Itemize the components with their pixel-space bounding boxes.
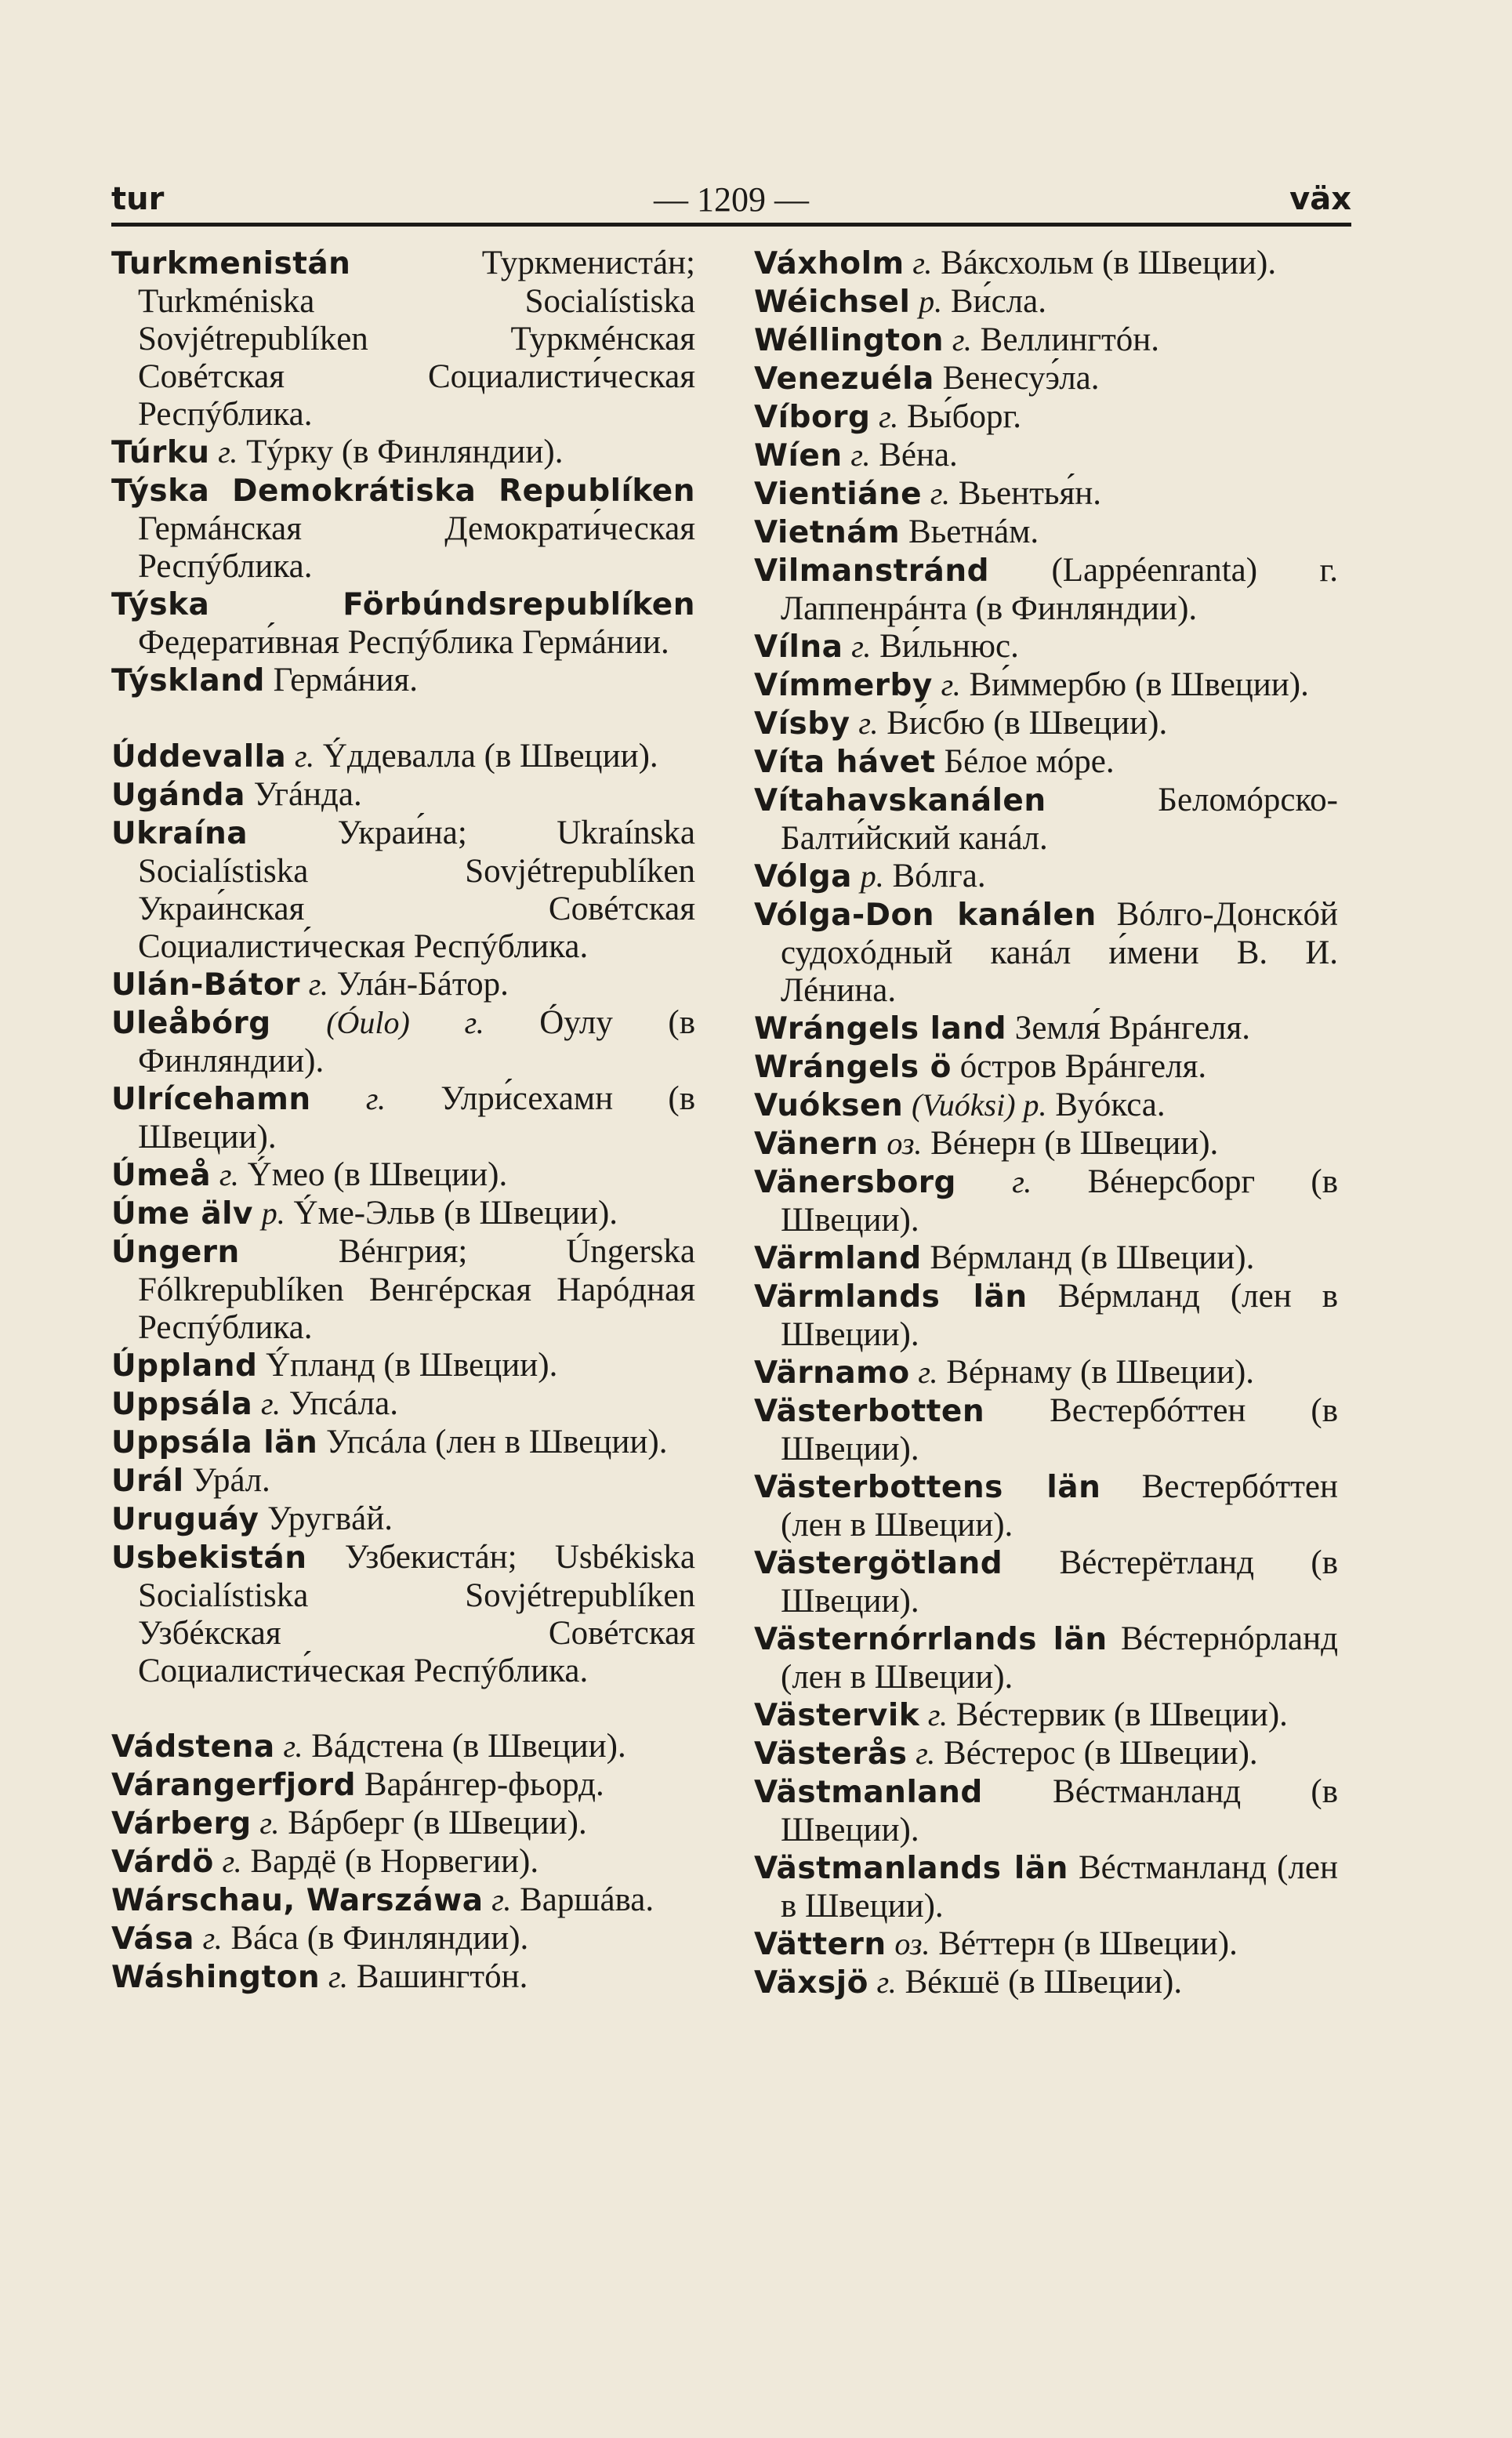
- entry-headword: Uleåbórg: [111, 1006, 271, 1041]
- entry-grammar-note: (Vuóksi) р.: [911, 1087, 1047, 1123]
- entry-translation: Вардё (в Норвегии).: [250, 1843, 539, 1880]
- entry-translation: Вашингтóн.: [356, 1958, 528, 1995]
- entry-headword: Västmanland: [754, 1775, 983, 1810]
- entry-headword: Västerbottens län: [754, 1470, 1101, 1505]
- dictionary-entry: [111, 814, 695, 966]
- entry-translation: Туркменистáн; Turkméniska Socialístiska Sovjétrepublíken Туркмéнская Совéтская Социалисти́ческая Респýблика.: [138, 245, 695, 433]
- dictionary-entry: [754, 1048, 1338, 1087]
- entry-headword: Vólga-Don kanálen: [754, 898, 1097, 933]
- dictionary-entry: [754, 705, 1338, 743]
- entry-translation: Вéстерётланд (в Швеции).: [781, 1544, 1339, 1620]
- entry-translation: Ви́сбю (в Швеции).: [887, 705, 1168, 742]
- entry-grammar-note: г.: [1012, 1164, 1032, 1199]
- dictionary-entry: [754, 552, 1338, 628]
- dictionary-entry: [754, 437, 1338, 475]
- entry-grammar-note: г.: [930, 476, 950, 511]
- entry-grammar-note: г.: [916, 1736, 936, 1771]
- entry-translation: Ви́льнюс.: [879, 628, 1019, 665]
- entry-headword: Turkmenistán: [111, 246, 351, 281]
- entry-headword: Wáshington: [111, 1960, 321, 1995]
- entry-headword: Vílna: [754, 629, 843, 665]
- dictionary-entry: [111, 1385, 695, 1424]
- entry-headword: Úme älv: [111, 1196, 253, 1232]
- entry-translation: Вéнгрия; Úngerska Fólkrepublíken Венгéрская Нарóдная Респýблика.: [138, 1233, 695, 1346]
- entry-headword: Uruguáy: [111, 1502, 259, 1537]
- entry-translation: Гермáния.: [273, 662, 419, 698]
- entry-headword: Värmlands län: [754, 1279, 1028, 1315]
- dictionary-entry: [754, 743, 1338, 782]
- entry-translation: Урáл.: [192, 1462, 270, 1499]
- entry-headword: Västerbotten: [754, 1394, 985, 1429]
- entry-headword: Värmland: [754, 1241, 922, 1276]
- entry-translation: Вестербóттен (лен в Швеции).: [781, 1468, 1338, 1544]
- dictionary-entry: [754, 1620, 1338, 1696]
- entry-headword: Úmeå: [111, 1158, 212, 1193]
- entry-headword: Västerås: [754, 1736, 908, 1772]
- entry-translation: Вéстманланд (лен в Швеции).: [781, 1849, 1339, 1925]
- entry-grammar-note: г.: [850, 437, 871, 473]
- entry-headword: Úngern: [111, 1235, 240, 1270]
- entry-translation: Ýме-Эльв (в Швеции).: [293, 1195, 618, 1232]
- entry-translation: Варшáва.: [520, 1881, 654, 1918]
- entry-grammar-note: г.: [218, 434, 238, 470]
- dictionary-entry: [111, 1920, 695, 1958]
- entry-translation: Ýпланд (в Швеции).: [266, 1347, 558, 1384]
- dictionary-entry: [111, 1156, 695, 1195]
- dictionary-entry: [111, 245, 695, 434]
- entry-translation: óстров Врáнгеля.: [959, 1048, 1207, 1085]
- entry-translation: Упсáла (лен в Швеции).: [326, 1424, 668, 1460]
- entry-translation: Вéна.: [879, 437, 958, 473]
- entry-headword: Värnamo: [754, 1355, 910, 1391]
- entry-headword: Ukraína: [111, 816, 248, 851]
- entry-headword: Västervik: [754, 1698, 920, 1733]
- dictionary-entry: [754, 1354, 1338, 1392]
- entry-translation: Вéстманланд (в Швеции).: [781, 1773, 1338, 1848]
- entry-translation: Вьетнáм.: [908, 513, 1039, 550]
- dictionary-entry: [754, 360, 1338, 398]
- entry-grammar-note: г.: [202, 1921, 223, 1956]
- entry-translation: Ýддевалла (в Швеции).: [322, 738, 658, 775]
- entry-headword: Ulrícehamn: [111, 1082, 311, 1117]
- dictionary-entry: [754, 1163, 1338, 1239]
- entry-headword: Vísby: [754, 706, 850, 742]
- entry-headword: Vientiáne: [754, 477, 923, 512]
- dictionary-entry: [111, 662, 695, 700]
- entry-translation: Вéстервик (в Швеции).: [955, 1696, 1288, 1733]
- dictionary-entry: [754, 1087, 1338, 1125]
- entry-translation: Венесуэ́ла.: [942, 360, 1100, 397]
- entry-headword: Várdö: [111, 1845, 214, 1880]
- dictionary-entry: [111, 776, 695, 814]
- dictionary-entry: [111, 1805, 695, 1843]
- entry-grammar-note: г.: [491, 1882, 512, 1917]
- entry-translation: Вáрберг (в Швеции).: [288, 1805, 587, 1841]
- left-column: [111, 245, 695, 1997]
- dictionary-entry: [111, 1004, 695, 1080]
- entry-headword: Venezuéla: [754, 361, 934, 397]
- dictionary-entry: [754, 1125, 1338, 1163]
- entry-headword: Ugánda: [111, 778, 245, 813]
- entry-grammar-note: г.: [283, 1729, 303, 1764]
- entry-grammar-note: г.: [858, 706, 879, 741]
- entry-headword: Týskland: [111, 663, 265, 698]
- dictionary-entry: [754, 1735, 1338, 1773]
- entry-translation: Вестербóттен (в Швеции).: [781, 1392, 1339, 1468]
- entry-headword: Víta hávet: [754, 745, 936, 780]
- dictionary-entry: [111, 1766, 695, 1805]
- entry-translation: (Lappéenranta) г. Лаппенрáнта (в Финляндии).: [781, 552, 1338, 627]
- entry-grammar-note: г.: [295, 738, 315, 774]
- entry-translation: Óулу (в Финляндии).: [138, 1004, 696, 1079]
- entry-grammar-note: оз.: [894, 1926, 930, 1961]
- entry-headword: Vilmanstránd: [754, 553, 990, 589]
- entry-grammar-note: (Óulo) г.: [326, 1005, 484, 1040]
- entry-translation: Вéстерос (в Швеции).: [944, 1735, 1258, 1772]
- dictionary-entry: [754, 513, 1338, 552]
- entry-headword: Västernórrlands län: [754, 1622, 1108, 1657]
- right-column: [754, 245, 1338, 2002]
- dictionary-entry: [754, 1544, 1338, 1620]
- dictionary-entry: [754, 896, 1338, 1010]
- entry-headword: Wrángels ö: [754, 1050, 952, 1085]
- entry-grammar-note: г.: [219, 1157, 239, 1192]
- entry-translation: Вóлга.: [892, 858, 986, 894]
- entry-translation: Вéрмланд (лен в Швеции).: [781, 1278, 1339, 1353]
- entry-headword: Wéllington: [754, 323, 945, 358]
- dictionary-entry: [111, 1233, 695, 1347]
- dictionary-entry: [754, 1468, 1338, 1544]
- entry-headword: Víborg: [754, 400, 871, 435]
- entry-headword: Várberg: [111, 1806, 252, 1841]
- entry-translation: Беломóрско-Балти́йский канáл.: [781, 782, 1338, 857]
- entry-translation: Вóлго-Донскóй судохóдный канáл и́мени В. И. Лéнина.: [781, 896, 1339, 1009]
- entry-headword: Urál: [111, 1464, 184, 1499]
- entry-grammar-note: г.: [879, 399, 899, 434]
- entry-grammar-note: г.: [308, 967, 328, 1002]
- entry-translation: Вуóкса.: [1055, 1087, 1166, 1123]
- dictionary-entry: [754, 782, 1338, 858]
- entry-translation: Украи́на; Ukraínska Socialístiska Sovjétrepublíken Украи́нская Совéтская Социалисти́ческая Респýблика.: [138, 814, 695, 965]
- entry-grammar-note: г.: [876, 1965, 897, 2000]
- entry-translation: Вы́борг.: [907, 398, 1021, 435]
- page-number: — 1209 —: [654, 180, 809, 219]
- entry-grammar-note: г.: [260, 1386, 281, 1421]
- entry-grammar-note: р.: [261, 1195, 285, 1231]
- dictionary-entry: [754, 1278, 1338, 1354]
- dictionary-entry: [111, 586, 695, 662]
- dictionary-entry: [111, 1843, 695, 1881]
- header-rule: [111, 223, 1351, 227]
- entry-headword: Vímmerby: [754, 668, 933, 703]
- dictionary-entry: [754, 283, 1338, 321]
- entry-headword: Týska Förbúndsrepublíken: [111, 587, 695, 622]
- entry-translation: Узбекистáн; Usbékiska Socialístiska Sovjétrepublíken Узбéкская Совéтская Социалисти́ческая Респýблика.: [138, 1539, 696, 1689]
- entry-headword: Vítahavskanálen: [754, 783, 1046, 818]
- dictionary-entry: [111, 966, 695, 1004]
- entry-translation: Федерати́вная Респýблика Гермáнии.: [138, 624, 669, 661]
- entry-translation: Вáксхольм (в Швеции).: [941, 245, 1277, 281]
- entry-translation: Вéстернóрланд (лен в Швеции).: [781, 1620, 1338, 1696]
- dictionary-entry: [754, 858, 1338, 896]
- entry-translation: Земля́ Врáнгеля.: [1014, 1010, 1251, 1047]
- dictionary-entry: [754, 321, 1338, 360]
- entry-grammar-note: г.: [365, 1081, 386, 1116]
- dictionary-entry: [754, 245, 1338, 283]
- dictionary-entry: [111, 1462, 695, 1500]
- entry-headword: Vietnám: [754, 515, 901, 550]
- entry-translation: Ви́ммербю (в Швеции).: [969, 666, 1309, 703]
- entry-grammar-note: р.: [860, 858, 884, 894]
- dictionary-entry: [754, 1392, 1338, 1468]
- entry-grammar-note: г.: [918, 1355, 938, 1390]
- entry-grammar-note: г.: [328, 1959, 349, 1994]
- entry-headword: Västergötland: [754, 1546, 1003, 1581]
- dictionary-entry: [111, 1958, 695, 1997]
- dictionary-entry: [111, 1347, 695, 1385]
- dictionary-entry: [111, 1195, 695, 1233]
- entry-headword: Vádstena: [111, 1729, 275, 1765]
- entry-headword: Váxholm: [754, 246, 905, 281]
- entry-translation: Вéнерн (в Швеции).: [930, 1125, 1219, 1162]
- entry-grammar-note: г.: [927, 1697, 948, 1732]
- entry-translation: Гермáнская Демократи́ческая Респýблика.: [138, 510, 695, 585]
- entry-headword: Vänersborg: [754, 1165, 956, 1200]
- entry-grammar-note: оз.: [887, 1126, 923, 1161]
- entry-headword: Wárschau, Warszáwa: [111, 1883, 484, 1918]
- entry-translation: Бéлое мóре.: [944, 743, 1115, 780]
- entry-translation: Вáса (в Финляндии).: [230, 1920, 529, 1957]
- entry-headword: Vása: [111, 1921, 194, 1957]
- dictionary-entry: [111, 434, 695, 472]
- entry-translation: Тýрку (в Финляндии).: [246, 434, 564, 470]
- dictionary-entry: [754, 1925, 1338, 1964]
- entry-grammar-note: г.: [952, 322, 972, 357]
- entry-headword: Wíen: [754, 438, 843, 473]
- entry-translation: Вьентья́н.: [958, 475, 1102, 512]
- entry-translation: Ви́сла.: [950, 283, 1046, 320]
- dictionary-entry: [754, 1849, 1338, 1925]
- dictionary-entry: [754, 666, 1338, 705]
- entry-translation: Ýмео (в Швеции).: [247, 1156, 508, 1193]
- dictionary-entry: [111, 1424, 695, 1462]
- entry-headword: Túrku: [111, 435, 210, 470]
- entry-headword: Usbekistán: [111, 1540, 307, 1576]
- entry-grammar-note: г.: [222, 1844, 242, 1879]
- dictionary-entry: [754, 1773, 1338, 1849]
- entry-grammar-note: р.: [919, 284, 943, 319]
- entry-translation: Вéкшё (в Швеции).: [905, 1964, 1183, 2001]
- dictionary-entry: [754, 1239, 1338, 1278]
- dictionary-entry: [111, 472, 695, 586]
- entry-translation: Вáдстена (в Швеции).: [311, 1728, 626, 1765]
- dictionary-entry: [754, 398, 1338, 437]
- dictionary-entry: [111, 738, 695, 776]
- dictionary-entry: [754, 1010, 1338, 1048]
- entry-headword: Uppsála: [111, 1387, 253, 1422]
- entry-translation: Угáнда.: [253, 776, 362, 813]
- dictionary-entry: [754, 628, 1338, 666]
- running-head-right: väx: [1289, 181, 1351, 217]
- dictionary-entry: [111, 1080, 695, 1156]
- entry-grammar-note: г.: [912, 245, 933, 281]
- entry-headword: Vuóksen: [754, 1088, 904, 1123]
- dictionary-entry: [754, 1696, 1338, 1735]
- entry-translation: Вéрмланд (в Швеции).: [930, 1239, 1255, 1276]
- dictionary-entry: [111, 1500, 695, 1539]
- running-head-left: tur: [111, 181, 165, 217]
- entry-grammar-note: г.: [851, 629, 872, 664]
- entry-translation: Вéттерн (в Швеции).: [938, 1925, 1238, 1962]
- entry-grammar-note: г.: [941, 667, 961, 702]
- entry-translation: Варáнгер-фьорд.: [364, 1766, 604, 1803]
- entry-translation: Улри́сехамн (в Швеции).: [138, 1080, 695, 1156]
- entry-headword: Úddevalla: [111, 739, 287, 775]
- dictionary-entry: [111, 1728, 695, 1766]
- entry-headword: Vólga: [754, 859, 852, 894]
- entry-translation: Улáн-Бáтор.: [336, 966, 509, 1003]
- entry-headword: Uppsála län: [111, 1425, 318, 1460]
- entry-headword: Vänern: [754, 1126, 879, 1162]
- dictionary-entry: [111, 1539, 695, 1690]
- entry-headword: Wéichsel: [754, 285, 911, 320]
- entry-headword: Wrángels land: [754, 1011, 1007, 1047]
- entry-translation: Вéнерсборг (в Швеции).: [781, 1163, 1339, 1239]
- entry-translation: Веллингтóн.: [980, 321, 1160, 358]
- dictionary-entry: [754, 475, 1338, 513]
- page-header: [111, 176, 1351, 223]
- entry-translation: Упсáла.: [288, 1385, 398, 1422]
- entry-headword: Úppland: [111, 1348, 258, 1384]
- entry-headword: Várangerfjord: [111, 1768, 357, 1803]
- entry-translation: Вéрнаму (в Швеции).: [946, 1354, 1255, 1391]
- entry-headword: Týska Demokrátiska Republíken: [111, 473, 695, 509]
- entry-headword: Växsjö: [754, 1965, 868, 2001]
- dictionary-entry: [111, 1881, 695, 1920]
- entry-headword: Ulán-Bátor: [111, 967, 301, 1003]
- entry-translation: Уругвáй.: [267, 1500, 393, 1537]
- entry-grammar-note: г.: [259, 1805, 280, 1841]
- dictionary-entry: [754, 1964, 1338, 2002]
- entry-headword: Västmanlands län: [754, 1851, 1068, 1886]
- entry-headword: Vättern: [754, 1927, 887, 1962]
